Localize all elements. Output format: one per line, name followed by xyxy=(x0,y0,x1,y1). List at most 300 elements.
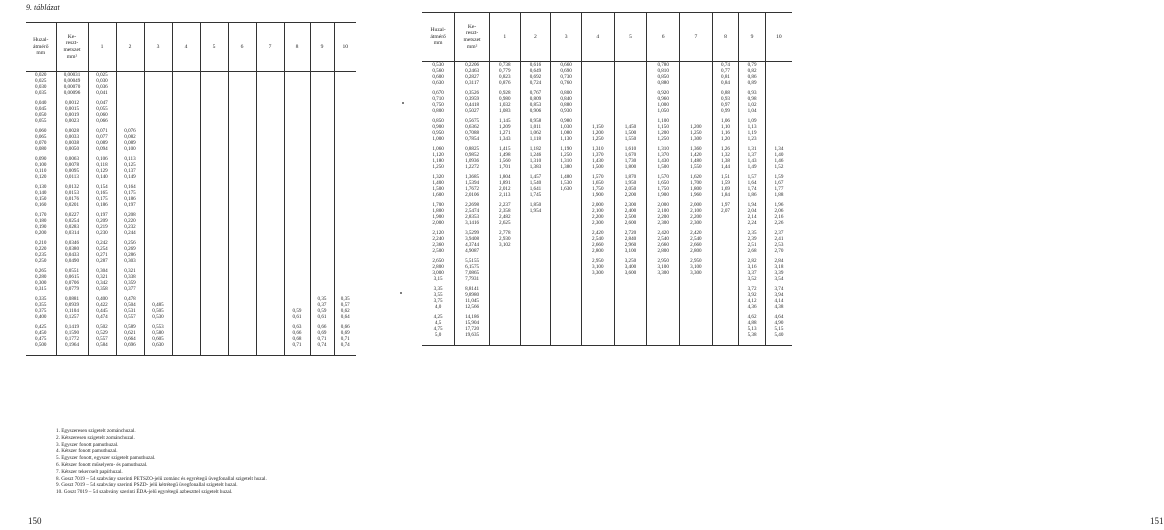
table-cell: 1,200 1,250 1,300 xyxy=(680,118,713,146)
table-cell: 4,62 4,88 5,13 5,38 xyxy=(739,314,766,346)
column-header: 9 xyxy=(310,23,334,72)
table-cell: 0,502 0,529 0,557 0,584 xyxy=(88,324,116,356)
table-cell: 2,950 3,100 3,300 xyxy=(581,258,614,286)
table-cell: 0,980 1,030 1,080 1,130 xyxy=(551,118,582,146)
table-cell xyxy=(228,184,256,212)
table-cell xyxy=(200,240,228,268)
table-cell xyxy=(310,212,334,240)
column-header: 7 xyxy=(256,23,284,72)
table-cell: 0,076 0,082 0,089 0,100 xyxy=(116,128,144,156)
table-cell: 0,738 0,779 0,823 0,876 xyxy=(489,62,520,91)
table-cell: 0,589 0,621 0,664 0,696 xyxy=(116,324,144,356)
table-cell xyxy=(680,286,713,314)
table-cell xyxy=(334,128,356,156)
table-cell: 0,197 0,209 0,219 0,230 xyxy=(88,212,116,240)
table-cell xyxy=(581,314,614,346)
table-cell xyxy=(334,100,356,128)
table-cell: 3,5299 3,9408 4,3744 4,9087 xyxy=(455,230,490,258)
column-header: Ke- reszt- metszet mm² xyxy=(56,23,88,72)
table-cell: 0,93 0,98 1,02 1,04 xyxy=(739,90,766,118)
table-cell: 1,59 1,67 1,77 1,88 xyxy=(765,174,792,202)
table-cell: 0,66 0,69 0,71 0,74 xyxy=(334,324,356,356)
table-cell: 3,250 3,400 3,600 xyxy=(614,258,647,286)
table-cell xyxy=(172,100,200,128)
table-cell: 0,5675 0,6362 0,7088 0,7854 xyxy=(455,118,490,146)
table-cell xyxy=(228,72,256,101)
table-cell: 1,310 1,370 1,430 1,500 xyxy=(581,146,614,174)
table-cell xyxy=(310,156,334,184)
table-cell: 1,100 1,150 1,200 1,250 xyxy=(647,118,680,146)
table-cell xyxy=(284,156,310,184)
table-cell xyxy=(520,286,551,314)
table-cell xyxy=(489,314,520,346)
footnote-item: 3. Egyszer fonott pamuthuzal. xyxy=(56,441,119,448)
table-cell: 1,182 1,246 1,310 1,383 xyxy=(520,146,551,174)
table-cell: 0,616 0,649 0,692 0,724 xyxy=(520,62,551,91)
table-cell: 0,040 0,045 0,050 0,055 xyxy=(35,100,47,124)
table-cell: 2,950 3,100 3,300 xyxy=(680,258,713,286)
table-cell xyxy=(172,296,200,324)
table-cell: 0,35 0,57 0,62 0,64 xyxy=(334,296,356,324)
table-cell xyxy=(284,128,310,156)
table-cell: 1,570 1,650 1,750 1,900 xyxy=(581,174,614,202)
table-cell xyxy=(520,230,551,258)
table-cell: 2,237 2,358 2,482 2,625 xyxy=(489,202,520,230)
footnote-item: 5. Egyszer fonott, egyszer szigetelt pamuthuzal. xyxy=(56,455,156,462)
table-cell xyxy=(144,184,172,212)
table-cell xyxy=(172,240,200,268)
table-cell xyxy=(765,62,792,91)
table-cell: 1,804 1,891 2,012 2,113 xyxy=(489,174,520,202)
table-cell xyxy=(256,268,284,296)
table-cell xyxy=(614,62,647,91)
table-cell: 5,5155 6,1575 7,0865 7,7931 xyxy=(455,258,490,286)
table-row xyxy=(26,128,356,156)
table-cell xyxy=(200,212,228,240)
table-cell: 3,72 3,92 4,12 4,36 xyxy=(739,286,766,314)
table-cell xyxy=(200,100,228,128)
table-cell xyxy=(310,184,334,212)
table-cell xyxy=(228,212,256,240)
table-cell: 0,071 0,077 0,089 0,094 xyxy=(88,128,116,156)
table-cell: 2,420 2,540 2,660 2,800 xyxy=(647,230,680,258)
table-cell: 1,480 1,530 1,630 xyxy=(551,174,582,202)
table-cell xyxy=(144,156,172,184)
table-cell: 0,767 0,809 0,853 0,906 xyxy=(520,90,551,118)
table-cell: 1,06 1,10 1,16 1,20 xyxy=(712,118,739,146)
table-cell xyxy=(551,258,582,286)
table-cell xyxy=(680,314,713,346)
table-cell xyxy=(712,258,739,286)
table-cell: 0,304 0,321 0,342 0,358 xyxy=(88,268,116,296)
table-cell: 2,720 2,840 2,960 3,100 xyxy=(614,230,647,258)
table-cell: 2,000 2,100 2,200 2,300 xyxy=(647,202,680,230)
table-cell: 0,047 0,055 0,060 0,066 xyxy=(88,100,116,128)
table-cell: 1,610 1,670 1,730 1,800 xyxy=(614,146,647,174)
table-cell: 0,74 0,77 0,81 0,84 xyxy=(712,62,739,91)
table-cell: 2,000 2,100 2,200 2,300 xyxy=(581,202,614,230)
left-wire-table xyxy=(26,22,356,356)
table-cell xyxy=(228,268,256,296)
table-cell: 1,97 2,07 xyxy=(712,202,739,230)
table-cell xyxy=(200,184,228,212)
table-cell xyxy=(172,72,200,101)
column-header: 6 xyxy=(228,23,256,72)
table-cell: 4,25 4,5 4,75 5,0 xyxy=(422,314,455,346)
table-cell xyxy=(144,212,172,240)
column-header: 7 xyxy=(680,13,713,62)
table-row xyxy=(422,230,792,258)
footnote-item: 1. Egyszeresen szigetelt zománchuzal. xyxy=(56,428,136,434)
table-cell: 0,800 0,840 0,880 0,930 xyxy=(551,90,582,118)
table-cell: 2,778 2,930 3,102 xyxy=(489,230,520,258)
table-cell: 0,060 0,065 0,070 0,080 xyxy=(35,128,47,152)
table-cell xyxy=(228,100,256,128)
column-header: 1 xyxy=(489,13,520,62)
table-cell xyxy=(310,268,334,296)
table-cell xyxy=(310,72,334,101)
table-cell xyxy=(614,90,647,118)
column-header: Huzal- átmérő mm xyxy=(422,13,455,62)
table-row xyxy=(422,258,792,286)
table-cell: 0,321 0,338 0,359 0,377 xyxy=(116,268,144,296)
table-cell xyxy=(172,268,200,296)
column-header: 5 xyxy=(200,23,228,72)
table-cell: 0,780 0,810 0,850 0,880 xyxy=(647,62,680,91)
table-row xyxy=(26,212,356,240)
table-cell xyxy=(520,258,551,286)
table-cell: 0,208 0,220 0,232 0,244 xyxy=(116,212,144,240)
table-cell xyxy=(200,268,228,296)
table-cell xyxy=(489,286,520,314)
table-cell: 0,79 0,82 0,86 0,89 xyxy=(739,62,766,91)
table-cell: 2,300 2,400 2,500 2,600 xyxy=(614,202,647,230)
table-cell: 1,31 1,37 1,43 1,49 xyxy=(739,146,766,174)
column-header: 5 xyxy=(614,13,647,62)
table-cell: 14,186 15,904 17,720 19,635 xyxy=(455,314,490,346)
column-header: Huzal- átmérő mm xyxy=(26,23,56,72)
footnote-item: 7. Kétszer tekercselt papírhuzal. xyxy=(56,468,123,475)
table-cell xyxy=(551,314,582,346)
table-cell: 0,2206 0,2463 0,2827 0,3117 xyxy=(455,62,490,91)
table-cell xyxy=(228,240,256,268)
table-cell: 3,74 3,94 4,14 4,38 xyxy=(765,286,792,314)
table-cell: 1,415 1,498 1,560 1,701 xyxy=(489,146,520,174)
table-cell xyxy=(334,184,356,212)
table-cell: 2,420 2,540 2,660 2,800 xyxy=(581,230,614,258)
table-cell: 0,0012 0,0015 0,0019 0,0023 xyxy=(56,100,88,128)
column-header: 2 xyxy=(520,13,551,62)
table-cell: 0,958 1,011 1,062 1,118 xyxy=(520,118,551,146)
table-cell xyxy=(284,100,310,128)
table-cell: 0,485 0,505 0,530 xyxy=(144,296,172,324)
table-cell xyxy=(228,296,256,324)
table-cell: 2,120 2,240 2,360 2,500 xyxy=(432,230,444,254)
table-cell xyxy=(334,156,356,184)
table-cell xyxy=(172,156,200,184)
table-cell xyxy=(116,100,144,128)
table-cell: 3,35 3,55 3,75 4,0 xyxy=(433,286,443,310)
table-row xyxy=(422,174,792,202)
table-cell: 0,0028 0,0033 0,0038 0,0050 xyxy=(56,128,88,156)
table-cell: 0,425 0,450 0,475 0,500 xyxy=(26,324,56,356)
table-caption: 9. táblázat xyxy=(26,3,60,12)
table-row xyxy=(422,146,792,174)
table-row xyxy=(422,62,792,91)
table-cell: 0,478 0,504 0,531 0,557 xyxy=(116,296,144,324)
table-cell xyxy=(200,296,228,324)
table-cell xyxy=(647,314,680,346)
table-cell: 1,060 1,120 1,180 1,250 xyxy=(432,146,444,170)
table-cell xyxy=(551,230,582,258)
left-page xyxy=(0,0,400,530)
footnote-item: 10. Goszt 7019 – 54 szabvány szerinti ÉDA-jelű egyrétegű azbeszttel szigetelt huzal. xyxy=(56,489,233,496)
table-cell: 0,63 0,66 0,68 0,71 xyxy=(284,324,310,356)
table-row xyxy=(26,72,356,101)
table-cell: 0,025 0,030 0,036 0,041 xyxy=(88,72,116,101)
table-cell xyxy=(334,268,356,296)
table-cell xyxy=(172,184,200,212)
table-cell xyxy=(200,72,228,101)
table-cell: 0,1419 0,1590 0,1772 0,1964 xyxy=(56,324,88,356)
table-cell xyxy=(256,324,284,356)
table-cell xyxy=(310,128,334,156)
table-row xyxy=(26,324,356,356)
table-row xyxy=(26,100,356,128)
table-cell: 1,34 1,40 1,46 1,52 xyxy=(765,146,792,174)
table-cell: 0,928 0,980 1,032 1,083 xyxy=(489,90,520,118)
table-cell: 0,59 0,61 xyxy=(284,296,310,324)
table-cell: 1,700 1,800 1,900 2,000 xyxy=(432,202,444,226)
table-cell: 1,457 1,540 1,641 1,745 xyxy=(520,174,551,202)
table-cell xyxy=(712,314,739,346)
table-cell: 0,0881 0,0939 0,1104 0,1257 xyxy=(56,296,88,324)
table-cell: 0,335 0,355 0,375 0,400 xyxy=(35,296,47,320)
table-row xyxy=(26,240,356,268)
table-cell: 0,00031 0,00049 0,00070 0,00096 xyxy=(56,72,88,101)
table-cell: 2,420 2,540 2,660 2,800 xyxy=(680,230,713,258)
table-row xyxy=(422,202,792,230)
footnote-item: 2. Kétszeresen szigetelt zománchuzal. xyxy=(56,434,135,441)
table-cell xyxy=(581,286,614,314)
right-wire-table xyxy=(422,12,792,346)
table-cell xyxy=(284,240,310,268)
table-cell xyxy=(310,240,334,268)
table-cell: 0,164 0,175 0,186 0,197 xyxy=(116,184,144,212)
column-header: 8 xyxy=(712,13,739,62)
table-cell: 0,020 0,025 0,030 0,035 xyxy=(35,72,47,96)
table-cell: 1,09 1,13 1,19 1,23 xyxy=(739,118,766,146)
table-cell: 0,170 0,180 0,190 0,200 xyxy=(35,212,47,236)
table-cell xyxy=(284,212,310,240)
column-header: 10 xyxy=(765,13,792,62)
table-cell xyxy=(765,90,792,118)
table-cell xyxy=(172,324,200,356)
table-cell xyxy=(647,286,680,314)
table-cell xyxy=(200,324,228,356)
table-cell: 0,850 0,900 0,950 1,000 xyxy=(432,118,444,142)
table-cell: 0,530 0,560 0,600 0,630 xyxy=(432,62,444,86)
table-cell xyxy=(200,156,228,184)
table-cell: 1,320 1,400 1,500 1,600 xyxy=(432,174,444,198)
table-cell: 4,64 4,90 5,15 5,40 xyxy=(765,314,792,346)
table-cell: 2,000 2,100 2,200 2,300 xyxy=(680,202,713,230)
page-number-right: 151 xyxy=(1150,516,1164,526)
table-cell: 1,450 1,500 1,550 xyxy=(614,118,647,146)
table-row xyxy=(422,90,792,118)
table-cell xyxy=(310,100,334,128)
table-cell: 0,090 0,100 0,110 0,120 xyxy=(35,156,47,180)
table-cell: 1,150 1,200 1,250 xyxy=(581,118,614,146)
table-cell xyxy=(256,240,284,268)
table-cell: 0,0063 0,0078 0,0095 0,0113 xyxy=(56,156,88,184)
table-cell xyxy=(581,90,614,118)
table-cell: 1,51 1,59 1,69 1,84 xyxy=(712,174,739,202)
table-cell xyxy=(520,314,551,346)
table-cell xyxy=(172,128,200,156)
table-cell: 0,670 0,710 0,750 0,800 xyxy=(432,90,444,114)
table-cell xyxy=(712,230,739,258)
table-cell xyxy=(256,212,284,240)
table-cell: 0,0346 0,0380 0,0433 0,0490 xyxy=(56,240,88,268)
table-cell: 1,360 1,420 1,480 1,550 xyxy=(680,146,713,174)
table-row xyxy=(26,156,356,184)
table-cell: 1,620 1,700 1,800 1,960 xyxy=(680,174,713,202)
table-cell xyxy=(172,212,200,240)
column-header: Ke- reszt- metszet mm² xyxy=(455,13,490,62)
table-cell: 1,145 1,209 1,271 1,343 xyxy=(489,118,520,146)
table-cell xyxy=(551,286,582,314)
table-row xyxy=(422,314,792,346)
column-header: 6 xyxy=(647,13,680,62)
table-cell xyxy=(765,118,792,146)
table-cell: 0,0551 0,0615 0,0706 0,0779 xyxy=(56,268,88,296)
footnote-item: 8. Goszt 7019 – 54 szabvány szerinti PETSZO-jelű zománc és egyrétegű üvegfonallal szigetelt huzal. xyxy=(56,475,267,482)
table-cell xyxy=(256,100,284,128)
column-header: 4 xyxy=(172,23,200,72)
page-number-left: 150 xyxy=(28,516,42,526)
table-cell: 0,0132 0,0153 0,0176 0,0201 xyxy=(56,184,88,212)
table-cell xyxy=(256,72,284,101)
table-cell: 2,2698 2,5474 2,8353 3,1416 xyxy=(455,202,490,230)
table-cell xyxy=(680,62,713,91)
column-header: 9 xyxy=(739,13,766,62)
table-cell xyxy=(712,286,739,314)
table-cell: 0,66 0,69 0,71 0,74 xyxy=(310,324,334,356)
table-cell: 0,113 0,125 0,137 0,149 xyxy=(116,156,144,184)
column-header: 1 xyxy=(88,23,116,72)
table-cell xyxy=(334,212,356,240)
table-cell: 0,0227 0,0254 0,0283 0,0314 xyxy=(56,212,88,240)
table-cell: 0,210 0,220 0,235 0,250 xyxy=(35,240,47,264)
table-cell xyxy=(284,268,310,296)
table-cell: 0,660 0,690 0,730 0,760 xyxy=(551,62,582,91)
table-cell xyxy=(256,296,284,324)
table-cell xyxy=(614,286,647,314)
column-header: 10 xyxy=(334,23,356,72)
table-cell xyxy=(256,128,284,156)
right-page xyxy=(400,0,1164,530)
table-cell: 0,242 0,254 0,271 0,287 xyxy=(88,240,116,268)
table-cell xyxy=(256,184,284,212)
table-cell xyxy=(284,72,310,101)
table-cell: 1,570 1,650 1,750 1,900 xyxy=(647,174,680,202)
column-header: 3 xyxy=(551,13,582,62)
table-cell xyxy=(144,72,172,101)
table-cell xyxy=(144,100,172,128)
table-cell: 0,154 0,165 0,175 0,186 xyxy=(88,184,116,212)
table-cell xyxy=(680,90,713,118)
table-cell xyxy=(144,128,172,156)
table-cell xyxy=(551,202,582,230)
table-cell: 2,35 2,39 2,51 2,68 xyxy=(739,230,766,258)
column-header: 4 xyxy=(581,13,614,62)
table-cell xyxy=(144,268,172,296)
table-cell: 0,256 0,269 0,286 0,303 xyxy=(116,240,144,268)
table-cell: 1,3685 1,5394 1,7672 2,0106 xyxy=(455,174,490,202)
table-row xyxy=(26,268,356,296)
table-cell: 1,310 1,370 1,430 1,500 xyxy=(647,146,680,174)
table-cell: 0,3526 0,3959 0,4418 0,5027 xyxy=(455,90,490,118)
table-cell: 1,26 1,32 1,38 1,44 xyxy=(712,146,739,174)
table-cell: 2,650 2,800 3,000 3,15 xyxy=(432,258,444,282)
table-cell: 0,8825 0,9852 1,0936 1,2272 xyxy=(455,146,490,174)
footnotes xyxy=(56,428,376,496)
table-cell: 0,130 0,140 0,150 0,160 xyxy=(35,184,47,208)
table-cell: 0,400 0,422 0,445 0,474 xyxy=(88,296,116,324)
table-cell: 8,8141 9,8980 11,045 12,566 xyxy=(455,286,490,314)
column-header: 3 xyxy=(144,23,172,72)
table-cell: 0,265 0,280 0,300 0,315 xyxy=(35,268,47,292)
table-row xyxy=(26,296,356,324)
footnote-item: 6. Kétszer fonott műselyem- és pamuthuzal. xyxy=(56,461,148,468)
footnote-item: 9. Goszt 7019 – 54 szabvány szerinti PSZD- jelű kétrétegű üvegfonallal szigetelt huzal. xyxy=(56,482,238,489)
table-cell: 1,850 1,954 xyxy=(520,202,551,230)
gutter-mark xyxy=(400,292,402,294)
table-cell xyxy=(228,324,256,356)
table-cell: 0,106 0,118 0,129 0,140 xyxy=(88,156,116,184)
table-cell: 0,920 0,960 1,000 1,050 xyxy=(647,90,680,118)
footnote-item: 4. Kétszer fonott pamuthuzal. xyxy=(56,448,118,455)
table-cell: 1,96 2,06 2,16 2,26 xyxy=(765,202,792,230)
table-row xyxy=(422,118,792,146)
table-cell xyxy=(144,240,172,268)
table-row xyxy=(422,286,792,314)
table-cell: 1,870 1,950 2,050 2,200 xyxy=(614,174,647,202)
table-cell xyxy=(581,62,614,91)
column-header: 8 xyxy=(284,23,310,72)
table-cell: 1,190 1,250 1,310 1,380 xyxy=(551,146,582,174)
gutter-mark xyxy=(402,102,404,104)
table-cell xyxy=(256,156,284,184)
table-row xyxy=(26,184,356,212)
table-cell xyxy=(614,314,647,346)
table-cell: 2,84 3,18 3,39 3,54 xyxy=(765,258,792,286)
header-row xyxy=(26,23,356,72)
table-cell xyxy=(200,128,228,156)
table-cell: 2,37 2,41 2,53 2,70 xyxy=(765,230,792,258)
table-cell xyxy=(284,184,310,212)
header-row xyxy=(422,13,792,62)
table-cell: 1,57 1,64 1,74 1,86 xyxy=(739,174,766,202)
table-cell: 2,950 3,100 3,300 xyxy=(647,258,680,286)
table-cell: 1,94 2,04 2,14 2,24 xyxy=(739,202,766,230)
table-cell xyxy=(228,128,256,156)
table-cell xyxy=(116,72,144,101)
table-cell: 0,88 0,93 0,97 0,99 xyxy=(712,90,739,118)
table-cell: 0,553 0,580 0,605 0,630 xyxy=(144,324,172,356)
table-cell xyxy=(228,156,256,184)
